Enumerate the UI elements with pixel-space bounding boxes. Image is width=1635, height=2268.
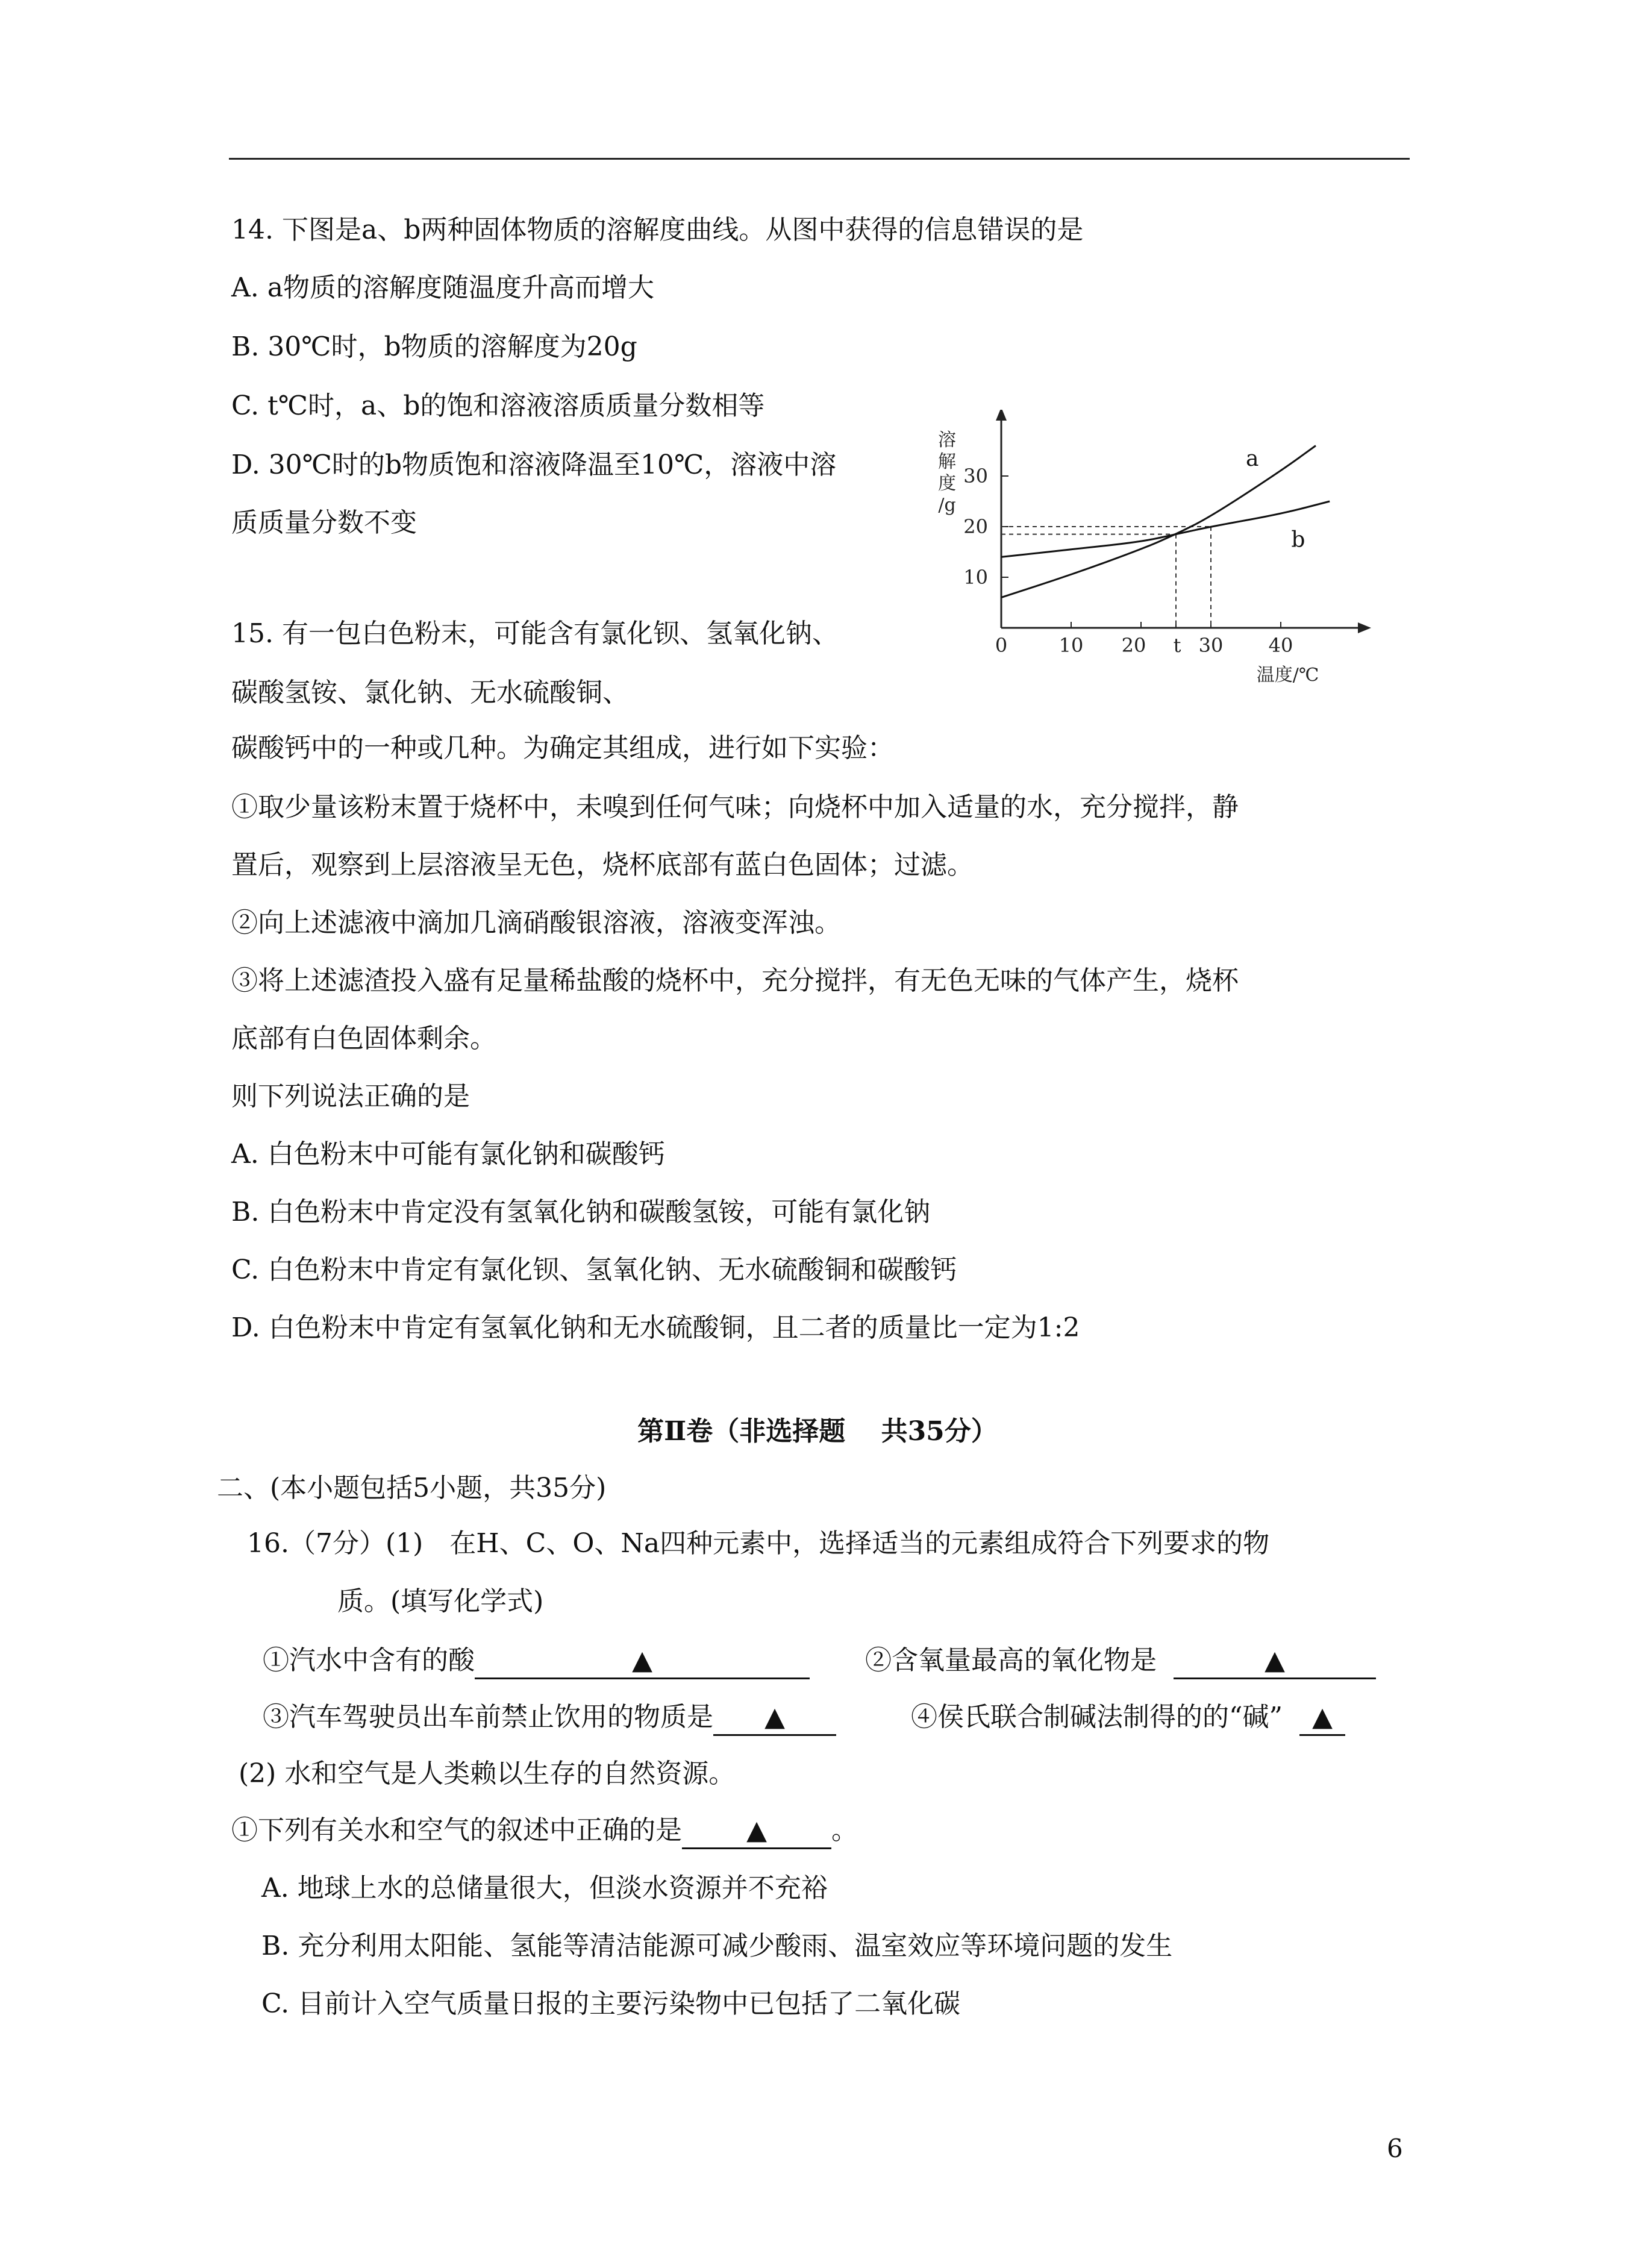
q14-option-d-line1: D. 30℃时的b物质饱和溶液降温至10℃，溶液中溶: [231, 450, 837, 480]
y-axis-title: 溶: [938, 430, 956, 451]
q15-step1-line1: ①取少量该粉末置于烧杯中，未嗅到任何气味；向烧杯中加入适量的水，充分搅拌，静: [231, 792, 1239, 822]
q16-item-4-answer-blank[interactable]: ▲: [1299, 1700, 1345, 1736]
x-tick-label: t: [1173, 634, 1181, 657]
q14-option-b: B. 30℃时，b物质的溶解度为20g: [231, 331, 637, 362]
y-tick-label: 30: [963, 465, 988, 487]
page-number: 6: [1387, 2134, 1403, 2163]
x-axis-arrow: [1358, 622, 1371, 633]
x-tick-label: 40: [1268, 634, 1293, 657]
q16-stem-line2: 质。(填写化学式): [337, 1586, 544, 1617]
q15-question: 则下列说法正确的是: [231, 1081, 470, 1112]
series-a-label: a: [1246, 446, 1259, 472]
q16-item-3-label: ③汽车驾驶员出车前禁止饮用的物质是: [263, 1702, 713, 1732]
y-axis-arrow: [996, 410, 1007, 421]
header-rule: [229, 158, 1410, 160]
q14-option-c: C. t℃时，a、b的饱和溶液溶质质量分数相等: [231, 390, 765, 421]
q15-stem-line2: 碳酸氢铵、氯化钠、无水硫酸铜、: [231, 677, 629, 708]
x-tick-label: 20: [1121, 634, 1146, 657]
y-axis-title: 度: [938, 473, 956, 494]
q15-option-c: C. 白色粉末中肯定有氯化钡、氢氧化钠、无水硫酸铜和碳酸钙: [231, 1255, 957, 1285]
q16-item-1-answer-blank[interactable]: ▲: [475, 1644, 810, 1679]
x-tick-label: 10: [1058, 634, 1084, 657]
x-tick-label: 30: [1198, 634, 1224, 657]
q16-option-c: C. 目前计入空气质量日报的主要污染物中已包括了二氧化碳: [261, 1988, 961, 2019]
q16-stem-line1: 16.（7分）(1) 在H、C、O、Na四种元素中，选择适当的元素组成符合下列要求的物: [247, 1528, 1270, 1559]
q16-option-b: B. 充分利用太阳能、氢能等清洁能源可减少酸雨、温室效应等环境问题的发生: [261, 1931, 1173, 1961]
section-title: 第Ⅱ卷（非选择题 共35分）: [637, 1416, 998, 1447]
y-tick-label: 10: [963, 566, 988, 589]
q16-option-a: A. 地球上水的总储量很大，但淡水资源并不充裕: [261, 1873, 828, 1903]
q15-stem-line3: 碳酸钙中的一种或几种。为确定其组成，进行如下实验：: [231, 733, 894, 763]
q15-option-d: D. 白色粉末中肯定有氢氧化钠和无水硫酸铜，且二者的质量比一定为1:2: [231, 1312, 1080, 1343]
y-tick-label: 20: [963, 515, 988, 538]
q14-stem: 14. 下图是a、b两种固体物质的溶解度曲线。从图中获得的信息错误的是: [231, 215, 1084, 245]
q15-option-b: B. 白色粉末中肯定没有氢氧化钠和碳酸氢铵，可能有氯化钠: [231, 1197, 931, 1227]
q15-step3-line2: 底部有白色固体剩余。: [231, 1023, 496, 1054]
q16-item-2-row: [865, 1643, 1376, 1679]
q15-step1-line2: 置后，观察到上层溶液呈无色，烧杯底部有蓝白色固体；过滤。: [231, 850, 974, 880]
q16-item-1-label: ①汽水中含有的酸: [263, 1645, 475, 1676]
q16-part2-q1-period: 。: [831, 1815, 858, 1846]
q16-item-2-label: ②含氧量最高的氧化物是: [865, 1645, 1157, 1676]
x-axis-title: 温度/℃: [1256, 665, 1319, 686]
y-axis-title: 解: [938, 451, 956, 472]
q15-stem-line1: 15. 有一包白色粉末，可能含有氯化钡、氢氧化钠、: [231, 618, 839, 649]
q16-item-1-row: [263, 1643, 810, 1679]
y-axis-title: /g: [938, 495, 956, 516]
solubility-chart: [928, 410, 1374, 687]
series-a-line: [1001, 446, 1316, 598]
q15-step2: ②向上述滤液中滴加几滴硝酸银溶液，溶液变浑浊。: [231, 907, 841, 938]
q16-part2-q1-row: [231, 1812, 858, 1849]
q16-item-4-label: ④侯氏联合制碱法制得的的“碱”: [911, 1702, 1283, 1732]
q16-item-3-answer-blank[interactable]: ▲: [713, 1700, 836, 1736]
series-b-label: b: [1291, 527, 1305, 553]
q16-part2-intro: (2) 水和空气是人类赖以生存的自然资源。: [239, 1758, 736, 1789]
section-intro: 二、(本小题包括5小题，共35分): [217, 1473, 607, 1503]
q14-option-a: A. a物质的溶解度随温度升高而增大: [231, 272, 654, 303]
q16-item-4-row: [911, 1699, 1345, 1736]
x-tick-label: 0: [995, 634, 1008, 657]
q14-option-d-line2: 质质量分数不变: [231, 507, 417, 538]
q15-step3-line1: ③将上述滤渣投入盛有足量稀盐酸的烧杯中，充分搅拌，有无色无味的气体产生，烧杯: [231, 965, 1239, 996]
q16-item-2-answer-blank[interactable]: ▲: [1174, 1644, 1376, 1679]
q16-part2-q1-answer-blank[interactable]: ▲: [682, 1814, 831, 1849]
q16-item-3-row: [263, 1699, 836, 1736]
q15-option-a: A. 白色粉末中可能有氯化钠和碳酸钙: [231, 1139, 665, 1170]
q16-part2-q1-label: ①下列有关水和空气的叙述中正确的是: [231, 1815, 682, 1846]
series-b-line: [1001, 501, 1330, 557]
